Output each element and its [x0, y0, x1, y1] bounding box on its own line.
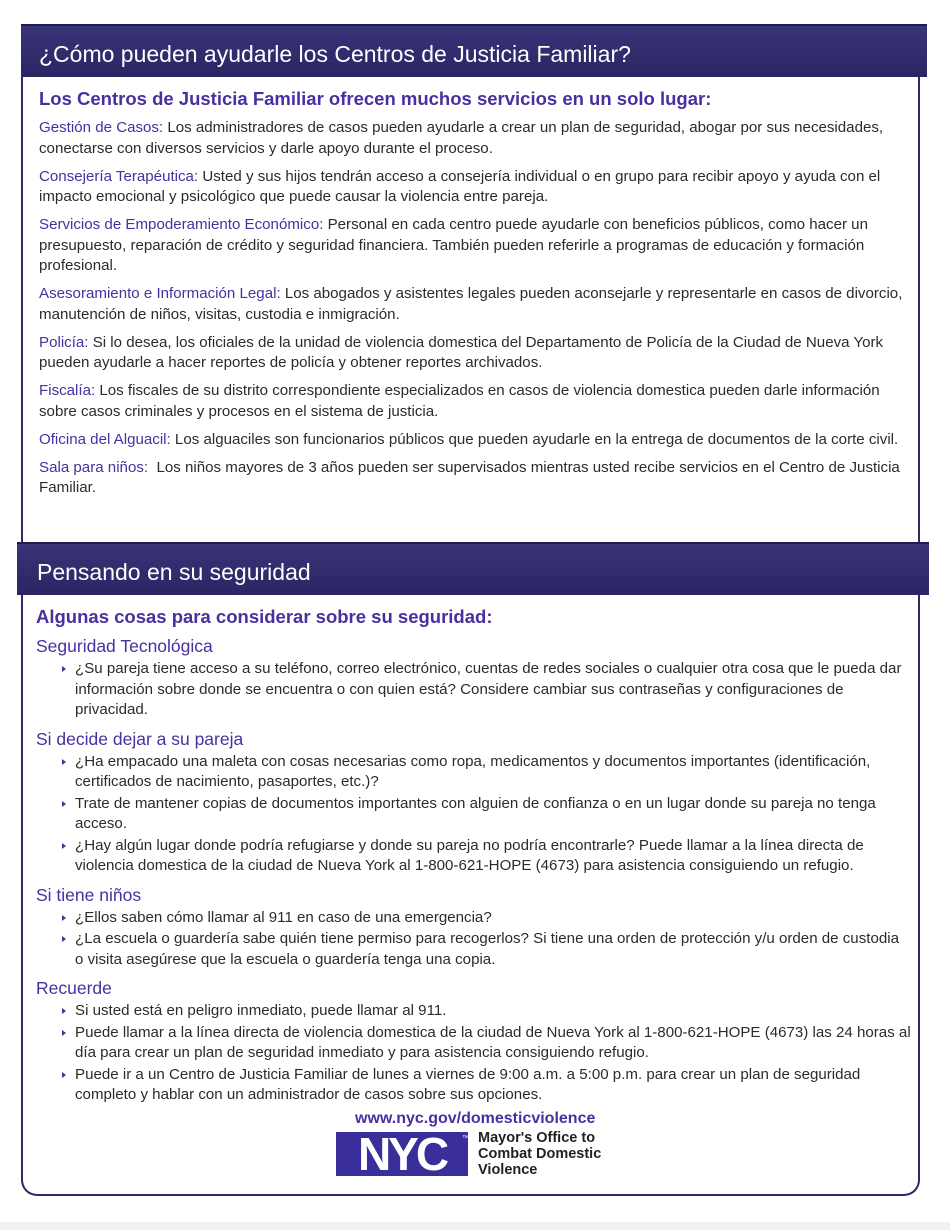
service-label: Servicios de Empoderamiento Económico: — [39, 216, 324, 233]
service-label: Gestión de Casos: — [39, 119, 164, 136]
service-description: Los niños mayores de 3 años pueden ser supervisados mientras usted recibe servicios en el Centro de Justicia Familiar. — [39, 458, 905, 496]
section1-banner: ¿Cómo pueden ayudarle los Centros de Justicia Familiar? — [21, 24, 927, 77]
nyc-logo — [336, 1128, 469, 1180]
services-subheading: Los Centros de Justicia Familiar ofrecen muchos servicios en un solo lugar: — [39, 88, 712, 109]
office-line: Mayor's Office to — [478, 1130, 596, 1146]
service-item — [39, 118, 909, 159]
service-label: Fiscalía: — [39, 382, 96, 399]
service-item — [39, 167, 909, 208]
office-line: Combat Domestic — [478, 1146, 602, 1162]
service-label: Policía: — [39, 333, 89, 351]
service-item — [39, 458, 909, 499]
group-heading: Si decide dejar a su pareja — [36, 728, 244, 749]
service-description: Los fiscales de su distrito correspondiente especializados en casos de violencia domestica pueden darle información sobre casos criminales y procesos en el sistema de justicia. — [39, 382, 884, 420]
trademark: ™ — [462, 1135, 469, 1142]
bullet-item: ¿Ha empacado una maleta con cosas necesarias como ropa, medicamentos y documentos importantes (identificación, certificados de nacimiento, pasaportes, etc.)? — [75, 752, 911, 793]
safety-section — [36, 606, 911, 1107]
bullet-item: Puede ir a un Centro de Justicia Familiar de lunes a viernes de 9:00 a.m. a 5:00 p.m. para crear un plan de seguridad completo y hablar con un administrador de casos sobre sus opciones. — [75, 1065, 911, 1106]
group-heading: Seguridad Tecnológica — [36, 636, 213, 656]
service-description: Los administradores de casos pueden ayudarle a crear un plan de seguridad, abogar por sus necesidades, conectarse con diversos servicios y darle apoyo durante el proceso. — [39, 119, 888, 157]
service-description: Los alguaciles son funcionarios públicos que pueden ayudarle en la entrega de documentos de la corte civil. — [170, 430, 899, 448]
bullet-item: Trate de mantener copias de documentos importantes con alguien de confianza o en un lugar donde su pareja no tenga acceso. — [75, 794, 911, 835]
bullet-item: Puede llamar a la línea directa de violencia domestica de la ciudad de Nueva York al 1-800-621-HOPE (4673) las 24 horas al día para crear un plan de seguridad inmediato y para asistencia consiguiendo refugio. — [75, 1023, 911, 1064]
services-list — [39, 118, 909, 499]
office-name — [478, 1130, 638, 1178]
service-item — [39, 333, 909, 374]
website-link[interactable]: www.nyc.gov/domesticviolence — [355, 1110, 596, 1127]
bullet-list — [36, 908, 911, 971]
section2-banner: Pensando en su seguridad — [17, 542, 929, 595]
service-item — [39, 215, 909, 277]
service-label: Consejería Terapéutica: — [39, 167, 199, 185]
service-description: Personal en cada centro puede ayudarle con beneficios públicos, como hacer un presupuesto, reparación de crédito y seguridad financiera. También pueden referirle a programas de educación y formación profesional. — [39, 216, 873, 274]
service-item — [39, 430, 909, 451]
safety-groups — [36, 636, 911, 1106]
bullet-item: ¿La escuela o guardería sabe quién tiene permiso para recogerlos? Si tiene una orden de protección y/u orden de custodia o visita asegúrese que la escuela o guardería tenga una copia. — [75, 929, 911, 970]
service-description: Si lo desea, los oficiales de la unidad de violencia domestica del Departamento de Policía de la Ciudad de Nueva York pueden ayudarle a hacer reportes de policía y obtener reportes archivados. — [39, 333, 888, 371]
service-label: Oficina del Alguacil: — [39, 430, 171, 448]
bullet-item: ¿Ellos saben cómo llamar al 911 en caso de una emergencia? — [75, 908, 911, 929]
safety-subheading: Algunas cosas para considerar sobre su seguridad: — [36, 606, 493, 627]
office-line: Violence — [478, 1162, 538, 1178]
bullet-list — [36, 1001, 911, 1106]
group-heading: Si tiene niños — [36, 884, 142, 905]
service-item — [39, 381, 909, 422]
bullet-list — [36, 659, 911, 721]
bullet-item: ¿Hay algún lugar donde podría refugiarse y donde su pareja no podría encontrarle? Puede llamar a la línea directa de violencia domestica de la ciudad de Nueva York al 1-800-621-HOPE (4673) para asistencia consiguiendo un refugio. — [75, 836, 911, 877]
nyc-logo-text: NYC — [357, 1128, 447, 1180]
service-label: Sala para niños: — [39, 458, 149, 476]
bullet-list — [36, 752, 911, 877]
service-description: Los abogados y asistentes legales pueden aconsejarle y representarle en casos de divorcio, manutención de niños, visitas, custodia e inmigración. — [39, 285, 907, 323]
bullet-item: ¿Su pareja tiene acceso a su teléfono, correo electrónico, cuentas de redes sociales o cualquier otra cosa que le pueda dar información sobre donde se encuentra o con quien está? Considere cambiar sus contraseñas y configuraciones de privacidad. — [75, 659, 911, 721]
scan-edge — [0, 1222, 950, 1230]
group-heading: Recuerde — [36, 978, 112, 998]
service-description: Usted y sus hijos tendrán acceso a consejería individual o en grupo para recibir apoyo y ayuda con el impacto emocional y psicológico que puede causar la violencia entre pareja. — [39, 167, 885, 205]
service-item — [39, 284, 909, 325]
service-label: Asesoramiento e Información Legal: — [39, 285, 281, 302]
services-section — [39, 88, 909, 506]
bullet-item: Si usted está en peligro inmediato, puede llamar al 911. — [75, 1001, 911, 1022]
